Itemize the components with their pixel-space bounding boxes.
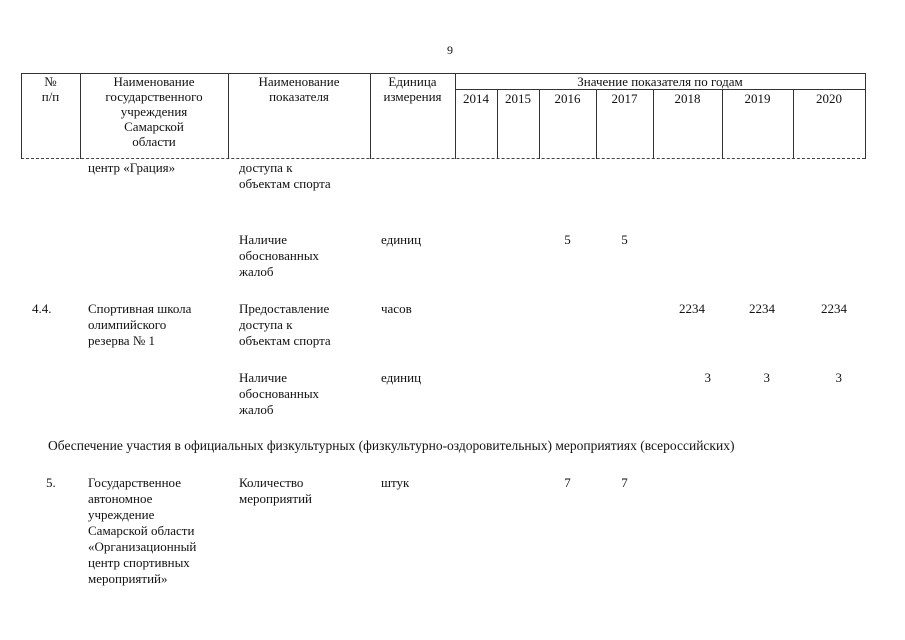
header-year-2018: 2018 (674, 91, 701, 106)
table-cell-institution: Спортивная школа олимпийского резерва № 1 (88, 301, 192, 348)
table-cell-value-2020: 2234 (821, 301, 847, 316)
table-cell-number: 5. (46, 475, 56, 490)
table-cell-indicator: Наличие обоснованных жалоб (239, 232, 320, 279)
table-cell-indicator: Количество мероприятий (239, 475, 312, 506)
table-cell-value-2019: 3 (763, 370, 770, 385)
header-col-institution: Наименование государственного учреждения Самарской области (105, 74, 203, 149)
table-cell-unit: единиц (381, 232, 422, 247)
table-cell-indicator: доступа к объектам спорта (239, 160, 331, 191)
header-year-2015: 2015 (505, 91, 531, 106)
table-cell-value-2016: 7 (564, 475, 571, 490)
header-year-2014: 2014 (463, 91, 489, 106)
table-cell-indicator: Предоставление доступа к объектам спорта (239, 301, 331, 348)
table-cell-value-2018: 2234 (679, 301, 705, 316)
table-cell-unit: часов (381, 301, 412, 316)
table-cell-value-2019: 2234 (749, 301, 775, 316)
header-col-values-group: Значение показателя по годам (577, 74, 743, 89)
table-cell-value-2020: 3 (835, 370, 842, 385)
table-cell-number: 4.4. (32, 301, 52, 316)
table-cell-value-2017: 5 (621, 232, 628, 247)
table-cell-value-2017: 7 (621, 475, 628, 490)
header-col-indicator: Наименование показателя (258, 74, 340, 104)
table-cell-institution: Государственное автономное учреждение Самарской области «Организационный центр спортивных мероприятий» (88, 475, 197, 586)
header-year-2019: 2019 (744, 91, 771, 106)
table-cell-indicator: Наличие обоснованных жалоб (239, 370, 320, 417)
header-year-2016: 2016 (554, 91, 581, 106)
header-col-unit: Единица измерения (383, 74, 442, 104)
page-number: 9 (447, 43, 453, 57)
section-title: Обеспечение участия в официальных физкультурных (физкультурно-оздоровительных) мероприятиях (всероссийских) (48, 438, 735, 453)
table-cell-value-2016: 5 (564, 232, 571, 247)
header-col-number: № п/п (41, 74, 60, 104)
table-cell-institution: центр «Грация» (88, 160, 176, 175)
table-cell-value-2018: 3 (704, 370, 711, 385)
table-cell-unit: штук (381, 475, 410, 490)
header-year-2017: 2017 (611, 91, 638, 106)
table-cell-unit: единиц (381, 370, 422, 385)
header-year-2020: 2020 (816, 91, 842, 106)
